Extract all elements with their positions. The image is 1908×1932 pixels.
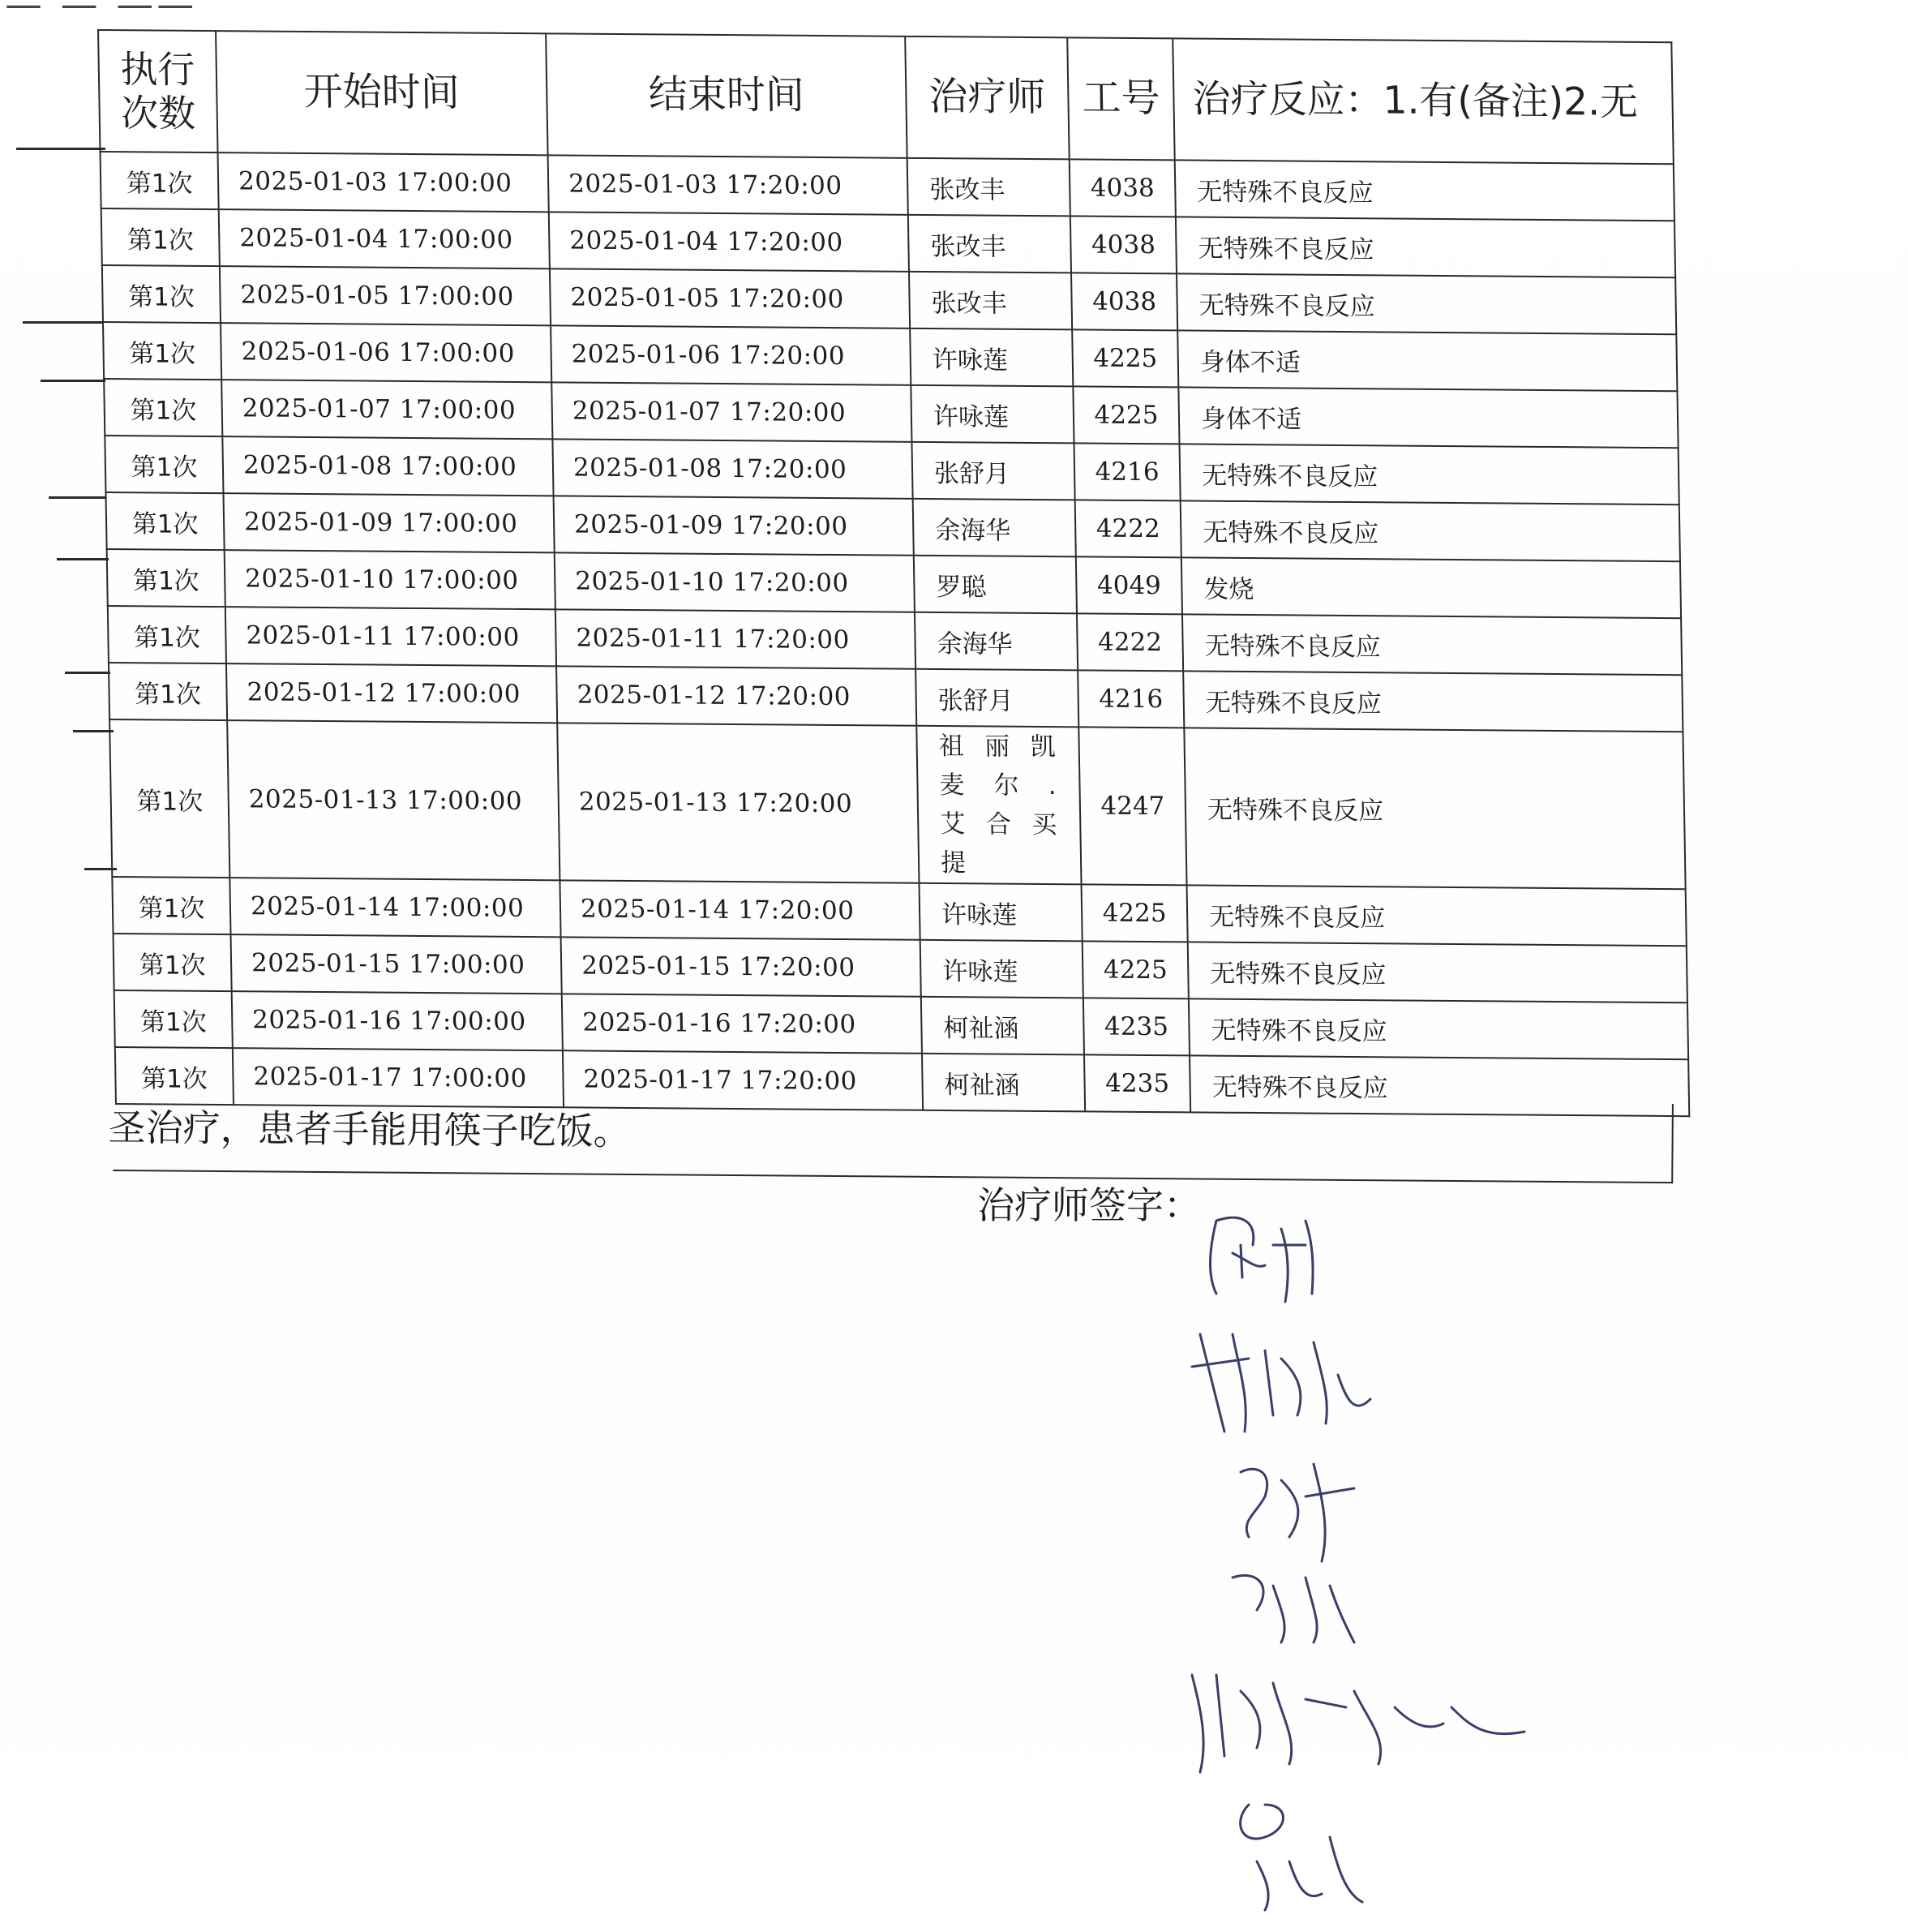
cell-execution-count: 第1次 — [109, 719, 229, 878]
cell-start-time: 2025-01-10 17:00:00 — [225, 550, 555, 609]
cell-start-time: 2025-01-11 17:00:00 — [225, 607, 556, 666]
table-edge-line — [57, 558, 109, 560]
cell-employee-id: 4247 — [1078, 727, 1186, 885]
table-edge-line — [73, 730, 114, 732]
cell-employee-id: 4038 — [1070, 216, 1177, 273]
cell-treatment-reaction: 身体不适 — [1178, 387, 1678, 448]
cell-execution-count: 第1次 — [115, 1047, 234, 1105]
cell-treatment-reaction: 身体不适 — [1177, 330, 1677, 391]
cell-execution-count: 第1次 — [105, 492, 224, 550]
top-cut-off-text: — — —— — [5, 0, 198, 26]
cell-start-time: 2025-01-15 17:00:00 — [231, 934, 562, 994]
table-edge-line — [49, 496, 105, 499]
cell-end-time: 2025-01-11 17:20:00 — [555, 609, 915, 668]
cell-end-time: 2025-01-15 17:20:00 — [561, 937, 921, 996]
cell-start-time: 2025-01-03 17:00:00 — [218, 152, 549, 212]
table-edge-line — [16, 148, 105, 150]
cell-therapist: 罗聪 — [914, 556, 1077, 614]
header-execution-count — [98, 30, 218, 152]
cell-execution-count: 第1次 — [101, 208, 220, 266]
header-employee-id: 工号 — [1067, 37, 1175, 160]
cell-therapist: 余海华 — [913, 499, 1076, 557]
header-end-time: 结束时间 — [546, 33, 907, 157]
summary-text: 圣治疗，患者手能用筷子吃饭。 — [108, 1105, 631, 1154]
cell-treatment-reaction: 无特殊不良反应 — [1176, 217, 1675, 277]
cell-treatment-reaction: 无特殊不良反应 — [1184, 728, 1685, 889]
therapist-signature-label: 治疗师签字： — [977, 1183, 1201, 1227]
table-edge-line — [65, 672, 110, 674]
table-edge-line — [41, 380, 105, 382]
cell-employee-id: 4235 — [1084, 1055, 1190, 1113]
cell-employee-id: 4216 — [1078, 670, 1184, 728]
cell-start-time: 2025-01-14 17:00:00 — [229, 878, 560, 937]
table-edge-line — [23, 321, 104, 324]
cell-therapist: 张舒月 — [911, 442, 1074, 500]
handwritten-signatures — [1184, 1188, 1638, 1918]
cell-execution-count: 第1次 — [113, 934, 231, 991]
cell-end-time: 2025-01-05 17:20:00 — [550, 268, 910, 328]
header-count-text: 执行 次数 — [119, 46, 196, 135]
cell-treatment-reaction: 无特殊不良反应 — [1187, 886, 1687, 947]
cell-end-time: 2025-01-04 17:20:00 — [549, 212, 909, 271]
cell-end-time: 2025-01-10 17:20:00 — [555, 552, 915, 612]
cell-treatment-reaction: 无特殊不良反应 — [1183, 671, 1683, 732]
cell-therapist: 许咏莲 — [911, 385, 1074, 444]
cell-employee-id: 4235 — [1083, 998, 1190, 1056]
cell-employee-id: 4222 — [1075, 500, 1181, 557]
cell-start-time: 2025-01-05 17:00:00 — [220, 266, 551, 325]
cell-start-time: 2025-01-17 17:00:00 — [233, 1048, 564, 1107]
cell-therapist: 许咏莲 — [910, 328, 1073, 387]
therapy-record-table — [97, 29, 1690, 1117]
cell-treatment-reaction: 无特殊不良反应 — [1190, 1056, 1689, 1117]
cell-employee-id: 4038 — [1071, 273, 1177, 330]
cell-execution-count: 第1次 — [112, 877, 230, 934]
cell-employee-id: 4038 — [1070, 159, 1176, 217]
cell-end-time: 2025-01-13 17:20:00 — [557, 723, 919, 883]
cell-start-time: 2025-01-16 17:00:00 — [232, 991, 563, 1050]
cell-execution-count: 第1次 — [104, 379, 222, 436]
cell-employee-id: 4225 — [1083, 942, 1189, 999]
cell-execution-count: 第1次 — [108, 606, 226, 663]
cell-treatment-reaction: 无特殊不良反应 — [1182, 614, 1682, 675]
cell-end-time: 2025-01-07 17:20:00 — [551, 382, 911, 441]
cell-start-time: 2025-01-08 17:00:00 — [222, 436, 553, 496]
cell-employee-id: 4225 — [1072, 329, 1178, 387]
cell-start-time: 2025-01-07 17:00:00 — [221, 380, 552, 439]
table-body — [101, 152, 1690, 1116]
cell-treatment-reaction: 无特殊不良反应 — [1175, 160, 1674, 221]
cell-treatment-reaction: 无特殊不良反应 — [1177, 273, 1676, 334]
cell-therapist: 祖丽凯麦尔.艾合买提 — [916, 726, 1081, 885]
table-header-row — [98, 30, 1674, 164]
cell-execution-count: 第1次 — [107, 549, 225, 607]
cell-end-time: 2025-01-06 17:20:00 — [551, 325, 911, 384]
cell-execution-count: 第1次 — [103, 322, 221, 380]
cell-execution-count: 第1次 — [101, 152, 219, 209]
summary-box — [108, 1092, 1674, 1183]
cell-therapist: 柯祉涵 — [922, 1054, 1085, 1112]
cell-employee-id: 4225 — [1082, 885, 1188, 942]
cell-execution-count: 第1次 — [102, 265, 221, 323]
therapy-record-table-wrapper — [97, 29, 1688, 1117]
cell-end-time: 2025-01-09 17:20:00 — [554, 496, 914, 555]
cell-end-time: 2025-01-12 17:20:00 — [556, 666, 916, 725]
cell-end-time: 2025-01-14 17:20:00 — [560, 880, 920, 939]
cell-end-time: 2025-01-03 17:20:00 — [548, 155, 908, 214]
cell-end-time: 2025-01-08 17:20:00 — [552, 439, 912, 498]
table-row — [109, 719, 1686, 889]
cell-start-time: 2025-01-06 17:00:00 — [221, 323, 551, 382]
cell-therapist: 余海华 — [915, 612, 1078, 671]
cell-therapist: 张改丰 — [908, 215, 1071, 273]
header-therapist: 治疗师 — [905, 36, 1070, 160]
cell-employee-id: 4049 — [1076, 556, 1182, 614]
cell-therapist: 许咏莲 — [920, 940, 1083, 998]
cell-treatment-reaction: 发烧 — [1181, 557, 1681, 618]
cell-start-time: 2025-01-13 17:00:00 — [227, 720, 560, 880]
cell-end-time: 2025-01-17 17:20:00 — [563, 1050, 923, 1110]
cell-therapist: 张改丰 — [907, 158, 1070, 217]
cell-execution-count: 第1次 — [105, 436, 223, 493]
cell-execution-count: 第1次 — [114, 990, 233, 1048]
cell-start-time: 2025-01-04 17:00:00 — [219, 209, 550, 268]
cell-start-time: 2025-01-12 17:00:00 — [226, 663, 557, 723]
cell-execution-count: 第1次 — [109, 663, 227, 720]
cell-employee-id: 4222 — [1077, 613, 1183, 671]
cell-therapist: 张改丰 — [909, 272, 1072, 330]
cell-employee-id: 4225 — [1073, 386, 1179, 444]
cell-end-time: 2025-01-16 17:20:00 — [562, 994, 922, 1053]
cell-start-time: 2025-01-09 17:00:00 — [223, 493, 554, 552]
cell-therapist: 柯祉涵 — [921, 997, 1084, 1055]
cell-treatment-reaction: 无特殊不良反应 — [1188, 942, 1687, 1003]
header-treatment-reaction: 治疗反应：1.有(备注)2.无 — [1173, 38, 1674, 164]
header-start-time: 开始时间 — [216, 31, 548, 155]
cell-therapist: 许咏莲 — [919, 883, 1082, 942]
cell-treatment-reaction: 无特殊不良反应 — [1181, 500, 1680, 561]
cell-therapist: 张舒月 — [915, 669, 1078, 728]
cell-treatment-reaction: 无特殊不良反应 — [1189, 999, 1688, 1060]
cell-treatment-reaction: 无特殊不良反应 — [1180, 444, 1679, 504]
cell-employee-id: 4216 — [1074, 443, 1181, 500]
